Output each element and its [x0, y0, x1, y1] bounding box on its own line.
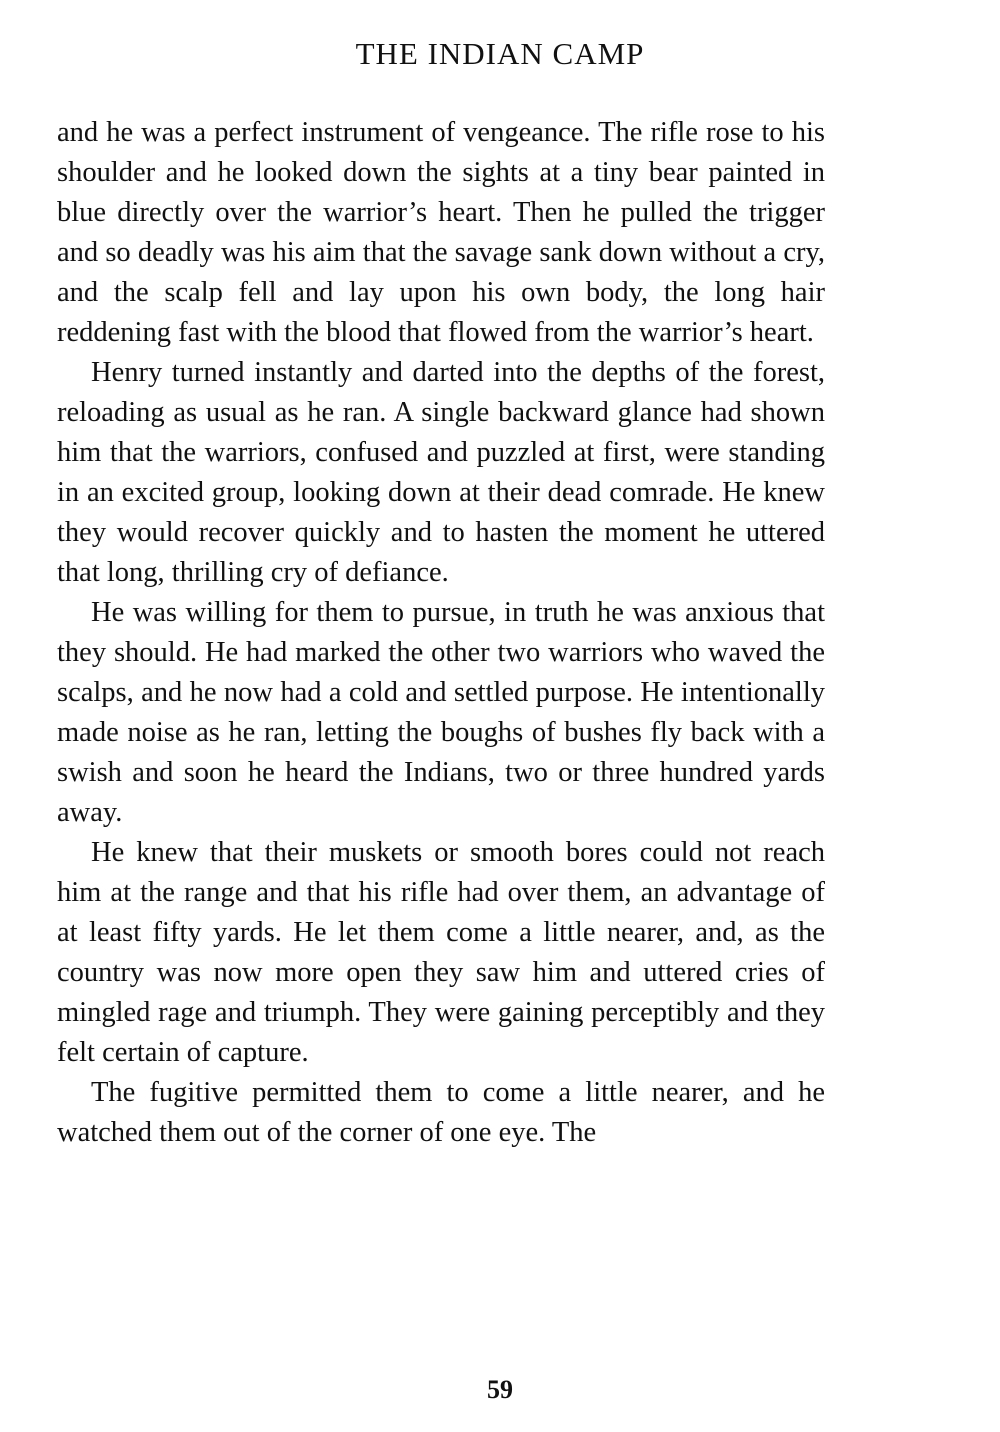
page-number: 59 [487, 1375, 513, 1404]
paragraph-2: Henry turned instantly and darted into the depths of the forest, reloading as usual as he ran. A single backward glance had shown him that the warriors, confused and puzzled at first, were standing in an excited group, looking down at their dead comrade. He knew they would recover quickly and to hasten the moment he uttered that long, thrilling cry of defiance. [57, 357, 825, 588]
body-text [57, 113, 825, 1153]
paragraph-4: He knew that their muskets or smooth bores could not reach him at the range and that his rifle had over them, an advantage of at least fifty yards. He let them come a little nearer, and, as the country was now more open they saw him and uttered cries of mingled rage and triumph. They were gaining perceptibly and they felt certain of capture. [57, 837, 825, 1068]
paragraph-1: and he was a perfect instrument of vengeance. The rifle rose to his shoulder and he looked down the sights at a tiny bear painted in blue directly over the warrior’s heart. Then he pulled the trigger and so deadly was his aim that the savage sank down without a cry, and the scalp fell and lay upon his own body, the long hair reddening fast with the blood that flowed from the warrior’s heart. [57, 117, 825, 348]
paragraph-3: He was willing for them to pursue, in truth he was anxious that they should. He had marked the other two warriors who waved the scalps, and he now had a cold and settled purpose. He intentionally made noise as he ran, letting the boughs of bushes fly back with a swish and soon he heard the Indians, two or three hundred yards away. [57, 597, 825, 828]
page-header [0, 34, 1000, 74]
paragraph-5: The fugitive permitted them to come a little nearer, and he watched them out of the corner of one eye. The [57, 1077, 825, 1148]
running-title: THE INDIAN CAMP [355, 36, 645, 71]
